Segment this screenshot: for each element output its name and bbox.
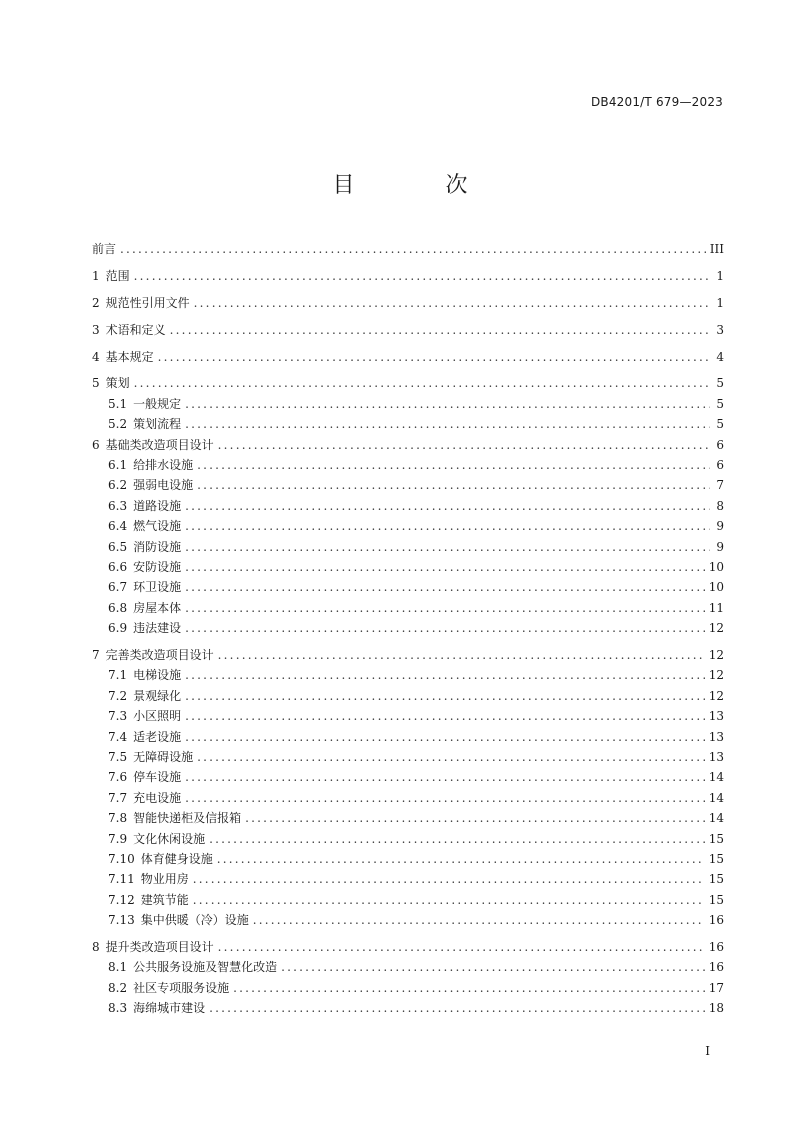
- toc-entry[interactable]: [92, 830, 724, 850]
- toc-entry[interactable]: [92, 476, 724, 496]
- toc-entry-page: 6: [716, 458, 724, 473]
- toc-entry[interactable]: [92, 666, 724, 686]
- toc-dot-leader: [185, 668, 705, 682]
- toc-entry-page: 14: [708, 770, 724, 785]
- toc-dot-leader: [193, 872, 705, 886]
- toc-entry-label: [108, 707, 181, 724]
- toc-entry-number: 7.7: [108, 790, 128, 805]
- toc-entry-number: 7.4: [108, 729, 128, 744]
- toc-entry-label: [108, 809, 241, 826]
- toc-entry-number: 4: [92, 349, 100, 364]
- toc-entry-page: 17: [708, 980, 724, 995]
- toc-entry-label: [92, 294, 190, 311]
- toc-entry-text: 海绵城市建设: [133, 1001, 206, 1016]
- toc-entry-label: [108, 979, 229, 996]
- toc-dot-leader: [185, 689, 705, 703]
- toc-entry-text: 消防设施: [133, 539, 182, 554]
- toc-entry-number: 5.2: [108, 417, 128, 432]
- toc-entry-page: 16: [708, 913, 724, 928]
- toc-entry-label: [108, 619, 181, 636]
- toc-entry-label: [108, 911, 249, 928]
- toc-dot-leader: [185, 540, 710, 554]
- toc-entry-text: 集中供暖（冷）设施: [140, 913, 249, 928]
- toc-entry-text: 建筑节能: [140, 892, 189, 907]
- toc-entry-page: 15: [708, 872, 724, 887]
- toc-entry-label: [108, 538, 181, 555]
- page-title: 目 次: [332, 173, 510, 198]
- toc-entry[interactable]: [92, 415, 724, 435]
- toc-dot-leader: [209, 1001, 705, 1015]
- toc-entry-number: 1: [92, 268, 100, 283]
- toc-entry[interactable]: [92, 938, 724, 958]
- toc-entry-text: 房屋本体: [133, 600, 182, 615]
- toc-entry[interactable]: [92, 517, 724, 537]
- toc-dot-leader: [194, 296, 710, 310]
- toc-entry-text: 前言: [92, 242, 117, 256]
- toc-entry-text: 基本规定: [105, 349, 154, 364]
- toc-entry-text: 适老设施: [133, 729, 182, 744]
- toc-entry-page: 15: [708, 892, 724, 907]
- toc-entry-number: 6.4: [108, 519, 128, 534]
- toc-entry-text: 社区专项服务设施: [133, 980, 230, 995]
- toc-dot-leader: [185, 560, 705, 574]
- toc-dot-leader: [185, 580, 705, 594]
- toc-entry[interactable]: [92, 768, 724, 788]
- document-code: DB4201/T 679—2023: [590, 95, 723, 109]
- toc-entry[interactable]: [92, 619, 724, 639]
- toc-entry-text: 安防设施: [133, 559, 182, 574]
- toc-entry-number: 6.9: [108, 621, 128, 636]
- toc-entry-number: 8.3: [108, 1001, 128, 1016]
- toc-entry-page: 10: [708, 580, 724, 595]
- toc-entry-number: 7.12: [108, 892, 135, 907]
- toc-entry-number: 6: [92, 437, 100, 452]
- toc-entry-label: [108, 578, 181, 595]
- toc-entry-label: [108, 870, 189, 887]
- toc-entry-page: 12: [708, 621, 724, 636]
- toc-entry-page: 5: [716, 396, 724, 411]
- toc-entry-label: [92, 374, 130, 391]
- toc-entry-number: 8.1: [108, 960, 128, 975]
- toc-entry-number: 7.11: [108, 872, 135, 887]
- toc-dot-leader: [185, 770, 705, 784]
- toc-entry-number: 7.13: [108, 913, 135, 928]
- toc-dot-leader: [253, 913, 705, 927]
- toc-entry-label: [108, 830, 205, 847]
- toc-entry-number: 7.2: [108, 688, 128, 703]
- toc-entry-page: 12: [708, 668, 724, 683]
- toc-entry[interactable]: [92, 267, 724, 287]
- toc-entry-number: 6.7: [108, 580, 128, 595]
- toc-entry[interactable]: [92, 850, 724, 870]
- toc-dot-leader: [209, 832, 705, 846]
- toc-entry[interactable]: [92, 979, 724, 999]
- toc-entry-text: 停车设施: [133, 770, 182, 785]
- toc-entry[interactable]: [92, 456, 724, 476]
- toc-entry-label: [92, 267, 130, 284]
- toc-entry-text: 环卫设施: [133, 580, 182, 595]
- toc-entry[interactable]: [92, 891, 724, 911]
- toc-entry-number: 6.8: [108, 600, 128, 615]
- toc-entry-text: 术语和定义: [105, 322, 166, 337]
- toc-entry-page: 18: [708, 1001, 724, 1016]
- toc-entry-number: 7.6: [108, 770, 128, 785]
- toc-entry-number: 6.2: [108, 478, 128, 493]
- toc-entry-page: 6: [716, 437, 724, 452]
- toc-entry-label: [108, 456, 193, 473]
- toc-entry-label: [108, 891, 189, 908]
- toc-entry-label: [108, 958, 277, 975]
- toc-entry[interactable]: [92, 748, 724, 768]
- toc-entry-text: 燃气设施: [133, 519, 182, 534]
- toc-entry-label: [108, 517, 181, 534]
- toc-dot-leader: [120, 242, 706, 256]
- toc-entry-label: [92, 436, 214, 453]
- toc-entry-label: [108, 687, 181, 704]
- toc-dot-leader: [185, 397, 710, 411]
- toc-entry-text: 规范性引用文件: [105, 295, 190, 310]
- toc-entry[interactable]: [92, 707, 724, 727]
- toc-entry[interactable]: [92, 321, 724, 341]
- toc-entry[interactable]: [92, 809, 724, 829]
- toc-dot-leader: [281, 960, 705, 974]
- toc-entry-page: 5: [716, 417, 724, 432]
- toc-entry[interactable]: [92, 436, 724, 456]
- toc-entry-text: 策划流程: [133, 417, 182, 432]
- toc-entry-number: 7.8: [108, 811, 128, 826]
- toc-entry-text: 无障碍设施: [133, 749, 194, 764]
- toc-entry-label: [108, 497, 181, 514]
- toc-dot-leader: [197, 750, 705, 764]
- toc-entry[interactable]: [92, 558, 724, 578]
- toc-dot-leader: [217, 852, 705, 866]
- toc-entry-label: [108, 768, 181, 785]
- toc-entry-page: 3: [716, 322, 724, 337]
- toc-entry-page: 14: [708, 790, 724, 805]
- toc-dot-leader: [218, 940, 705, 954]
- toc-entry-label: [92, 646, 214, 663]
- toc-entry-number: 7.9: [108, 831, 128, 846]
- toc-entry-label: [92, 321, 166, 338]
- toc-entry-number: 8: [92, 940, 100, 954]
- toc-dot-leader: [185, 499, 710, 513]
- toc-entry-page: 16: [708, 960, 724, 975]
- toc-dot-leader: [185, 791, 705, 805]
- toc-entry-text: 文化休闲设施: [133, 831, 206, 846]
- toc-entry-label: [108, 476, 193, 493]
- toc-entry-text: 公共服务设施及智慧化改造: [133, 960, 278, 975]
- toc-entry[interactable]: [92, 728, 724, 748]
- toc-entry[interactable]: [92, 870, 724, 890]
- toc-entry-page: III: [709, 242, 724, 256]
- toc-entry-text: 小区照明: [133, 709, 182, 724]
- toc-entry-text: 给排水设施: [133, 458, 194, 473]
- toc-dot-leader: [185, 709, 705, 723]
- toc-entry-label: [92, 938, 214, 955]
- toc-entry-text: 范围: [105, 268, 130, 283]
- toc-entry-label: [108, 748, 193, 765]
- toc-entry-text: 策划: [105, 376, 130, 391]
- toc-entry-label: [92, 348, 154, 365]
- toc-entry-page: 14: [708, 811, 724, 826]
- toc-entry-label: [108, 999, 205, 1016]
- toc-entry[interactable]: [92, 646, 724, 666]
- toc-entry[interactable]: [92, 240, 724, 260]
- toc-entry-label: [108, 558, 181, 575]
- toc-entry-page: 7: [716, 478, 724, 493]
- toc-entry-page: 12: [708, 648, 724, 663]
- toc-entry-number: 8.2: [108, 980, 128, 995]
- toc-entry[interactable]: [92, 294, 724, 314]
- toc-entry-number: 7.5: [108, 749, 128, 764]
- toc-entry[interactable]: [92, 374, 724, 394]
- toc-entry-text: 基础类改造项目设计: [105, 437, 214, 452]
- toc-entry[interactable]: [92, 789, 724, 809]
- toc-entry-text: 体育健身设施: [140, 851, 213, 866]
- page-number: I: [705, 1044, 710, 1058]
- toc-entry-number: 7.1: [108, 668, 128, 683]
- toc-dot-leader: [134, 269, 710, 283]
- toc-entry-page: 15: [708, 831, 724, 846]
- toc-entry-text: 提升类改造项目设计: [105, 940, 214, 954]
- toc-entry-number: 6.3: [108, 498, 128, 513]
- toc-entry-page: 10: [708, 559, 724, 574]
- toc-entry-label: [92, 240, 116, 257]
- toc-entry[interactable]: [92, 497, 724, 517]
- toc-entry-text: 一般规定: [133, 396, 182, 411]
- toc-dot-leader: [185, 519, 710, 533]
- toc-entry-text: 景观绿化: [133, 688, 182, 703]
- toc-entry-page: 8: [716, 498, 724, 513]
- toc-entry-number: 3: [92, 322, 100, 337]
- toc-entry-page: 15: [708, 851, 724, 866]
- toc-entry-page: 5: [716, 376, 724, 391]
- toc-entry-page: 4: [716, 349, 724, 364]
- toc-entry-page: 1: [716, 268, 724, 283]
- toc-dot-leader: [218, 648, 705, 662]
- toc-entry-number: 5: [92, 376, 100, 391]
- toc-entry-number: 6.6: [108, 559, 128, 574]
- toc-entry[interactable]: [92, 999, 724, 1019]
- toc-entry-text: 道路设施: [133, 498, 182, 513]
- toc-entry-page: 9: [716, 519, 724, 534]
- toc-entry-text: 智能快递柜及信报箱: [133, 811, 242, 826]
- toc-entry-label: [108, 789, 181, 806]
- toc-entry-text: 电梯设施: [133, 668, 182, 683]
- toc-entry-label: [108, 666, 181, 683]
- toc-dot-leader: [185, 601, 705, 615]
- toc-entry-number: 2: [92, 295, 100, 310]
- toc-dot-leader: [218, 438, 710, 452]
- toc-entry-label: [108, 415, 181, 432]
- toc-entry-label: [108, 599, 181, 616]
- toc-dot-leader: [134, 376, 710, 390]
- toc-entry-page: 12: [708, 688, 724, 703]
- toc-entry-text: 强弱电设施: [133, 478, 194, 493]
- toc-entry[interactable]: [92, 599, 724, 619]
- toc-entry-label: [108, 395, 181, 412]
- toc-entry-number: 7.10: [108, 851, 135, 866]
- toc-entry-number: 6.5: [108, 539, 128, 554]
- toc-dot-leader: [233, 981, 705, 995]
- toc-entry-number: 7.3: [108, 709, 128, 724]
- toc-entry-text: 完善类改造项目设计: [105, 648, 214, 663]
- toc-dot-leader: [185, 730, 705, 744]
- toc-dot-leader: [245, 811, 705, 825]
- toc-entry-page: 13: [708, 749, 724, 764]
- toc-entry-number: 7: [92, 648, 100, 663]
- toc-entry-page: 13: [708, 729, 724, 744]
- toc-entry[interactable]: [92, 958, 724, 978]
- toc-dot-leader: [193, 893, 705, 907]
- toc-entry-number: 6.1: [108, 458, 128, 473]
- toc-entry-text: 违法建设: [133, 621, 182, 636]
- toc-dot-leader: [197, 478, 710, 492]
- toc-entry[interactable]: [92, 348, 724, 368]
- table-of-contents: [92, 240, 724, 1020]
- toc-entry-page: 1: [716, 295, 724, 310]
- toc-entry[interactable]: [92, 578, 724, 598]
- toc-entry-label: [108, 728, 181, 745]
- toc-entry-label: [108, 850, 213, 867]
- toc-dot-leader: [170, 323, 710, 337]
- toc-dot-leader: [185, 417, 710, 431]
- toc-entry-number: 5.1: [108, 396, 128, 411]
- toc-entry-text: 物业用房: [140, 872, 189, 887]
- toc-entry-page: 9: [716, 539, 724, 554]
- toc-entry-page: 16: [708, 940, 724, 954]
- toc-dot-leader: [158, 350, 710, 364]
- toc-entry[interactable]: [92, 911, 724, 931]
- toc-dot-leader: [197, 458, 710, 472]
- toc-entry-page: 13: [708, 709, 724, 724]
- toc-entry[interactable]: [92, 687, 724, 707]
- toc-entry[interactable]: [92, 395, 724, 415]
- toc-dot-leader: [185, 621, 705, 635]
- toc-entry-text: 充电设施: [133, 790, 182, 805]
- toc-entry-page: 11: [708, 600, 724, 615]
- toc-entry[interactable]: [92, 538, 724, 558]
